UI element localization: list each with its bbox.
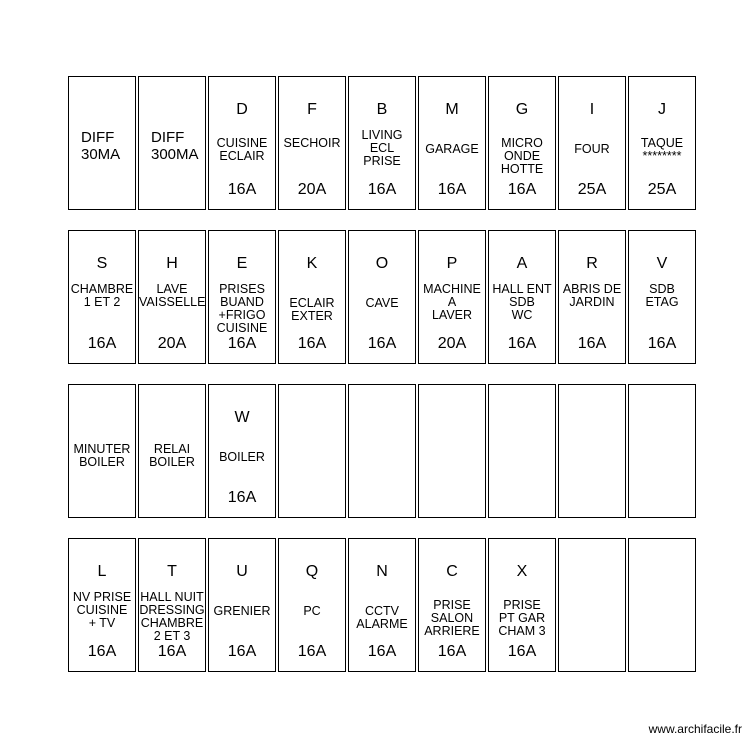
breaker-rating: 16A bbox=[157, 643, 187, 660]
breaker-label: NV PRISE CUISINE + TV bbox=[72, 590, 132, 630]
breaker-row bbox=[68, 538, 696, 672]
breaker-slot bbox=[348, 230, 416, 364]
breaker-slot bbox=[628, 538, 696, 672]
breaker-label: CHAMBRE 1 ET 2 bbox=[70, 282, 134, 309]
breaker-rating: 16A bbox=[507, 335, 537, 352]
breaker-letter: I bbox=[589, 101, 595, 118]
breaker-slot bbox=[348, 538, 416, 672]
breaker-slot bbox=[68, 230, 136, 364]
breaker-slot bbox=[278, 384, 346, 518]
breaker-letter: R bbox=[586, 255, 598, 272]
breaker-slot bbox=[418, 538, 486, 672]
breaker-label: MACHINE A LAVER bbox=[423, 282, 481, 322]
breaker-label: SDB ETAG bbox=[645, 282, 679, 309]
breaker-letter: P bbox=[446, 255, 458, 272]
breaker-rating: 16A bbox=[647, 335, 677, 352]
breaker-label: GARAGE bbox=[425, 142, 479, 156]
breaker-slot bbox=[138, 384, 206, 518]
breaker-slot bbox=[418, 230, 486, 364]
breaker-letter: B bbox=[376, 101, 388, 118]
breaker-label: FOUR bbox=[574, 142, 610, 156]
breaker-letter: M bbox=[445, 101, 459, 118]
breaker-slot bbox=[348, 384, 416, 518]
breaker-label: PRISE SALON ARRIERE bbox=[424, 598, 480, 638]
breaker-slot bbox=[278, 76, 346, 210]
breaker-rating: 20A bbox=[157, 335, 187, 352]
breaker-slot bbox=[68, 384, 136, 518]
breaker-slot bbox=[628, 230, 696, 364]
breaker-row bbox=[68, 230, 696, 364]
breaker-label: RELAI BOILER bbox=[149, 442, 195, 469]
breaker-rating: 25A bbox=[577, 181, 607, 198]
breaker-letter: F bbox=[307, 101, 317, 118]
breaker-rating: 16A bbox=[87, 643, 117, 660]
breaker-label: MINUTER BOILER bbox=[73, 442, 131, 469]
breaker-slot bbox=[348, 76, 416, 210]
breaker-rating: 16A bbox=[227, 335, 257, 352]
breaker-rating: 16A bbox=[297, 643, 327, 660]
breaker-label: PRISE PT GAR CHAM 3 bbox=[498, 598, 546, 638]
breaker-letter: N bbox=[376, 563, 388, 580]
breaker-label: CAVE bbox=[365, 296, 399, 310]
breaker-label: GRENIER bbox=[213, 604, 271, 618]
breaker-slot bbox=[208, 230, 276, 364]
breaker-letter: V bbox=[656, 255, 668, 272]
breaker-rating: 25A bbox=[647, 181, 677, 198]
breaker-label: TAQUE ******** bbox=[640, 136, 684, 163]
breaker-slot bbox=[488, 76, 556, 210]
watermark: www.archifacile.fr bbox=[648, 722, 742, 736]
breaker-letter: C bbox=[446, 563, 458, 580]
breaker-slot bbox=[208, 76, 276, 210]
breaker-label: HALL NUIT DRESSING CHAMBRE 2 ET 3 bbox=[139, 590, 205, 643]
breaker-rating: 20A bbox=[297, 181, 327, 198]
breaker-letter: T bbox=[167, 563, 177, 580]
breaker-letter: G bbox=[515, 101, 529, 118]
breaker-label: LIVING ECL PRISE bbox=[361, 128, 403, 168]
breaker-rating: 16A bbox=[227, 643, 257, 660]
breaker-rating: 16A bbox=[227, 181, 257, 198]
breaker-label: LAVE VAISSELLE bbox=[139, 282, 206, 309]
breaker-row bbox=[68, 76, 696, 210]
breaker-rating: 16A bbox=[577, 335, 607, 352]
breaker-letter: W bbox=[234, 409, 250, 426]
breaker-rating: 16A bbox=[507, 643, 537, 660]
breaker-letter: A bbox=[516, 255, 528, 272]
breaker-label: PC bbox=[303, 604, 321, 618]
breaker-rating: 16A bbox=[507, 181, 537, 198]
breaker-rating: 16A bbox=[367, 643, 397, 660]
breaker-letter: H bbox=[166, 255, 178, 272]
breaker-letter: J bbox=[658, 101, 666, 118]
breaker-slot bbox=[208, 384, 276, 518]
breaker-label: PRISES BUAND +FRIGO CUISINE bbox=[216, 282, 268, 335]
breaker-letter: U bbox=[236, 563, 248, 580]
breaker-letter: X bbox=[516, 563, 528, 580]
breaker-letter: D bbox=[236, 101, 248, 118]
breaker-label: CUISINE ECLAIR bbox=[216, 136, 268, 163]
breaker-slot bbox=[558, 76, 626, 210]
breaker-slot bbox=[208, 538, 276, 672]
breaker-slot bbox=[628, 76, 696, 210]
breaker-label: HALL ENT SDB WC bbox=[492, 282, 552, 322]
breaker-label: MICRO ONDE HOTTE bbox=[500, 136, 544, 176]
breaker-row bbox=[68, 384, 696, 518]
breaker-slot bbox=[558, 538, 626, 672]
breaker-letter: Q bbox=[305, 563, 319, 580]
breaker-slot bbox=[558, 384, 626, 518]
breaker-label: ECLAIR EXTER bbox=[289, 296, 335, 323]
breaker-slot bbox=[628, 384, 696, 518]
breaker-slot bbox=[138, 76, 206, 210]
breaker-letter: E bbox=[236, 255, 248, 272]
breaker-label: SECHOIR bbox=[283, 136, 341, 150]
breaker-rating: 16A bbox=[367, 181, 397, 198]
breaker-slot bbox=[68, 538, 136, 672]
breaker-label: DIFF 300MA bbox=[151, 129, 199, 163]
breaker-label: BOILER bbox=[219, 450, 265, 464]
breaker-rating: 16A bbox=[367, 335, 397, 352]
breaker-slot bbox=[488, 384, 556, 518]
breaker-slot bbox=[138, 538, 206, 672]
breaker-slot bbox=[278, 538, 346, 672]
breaker-letter: S bbox=[96, 255, 108, 272]
breaker-slot bbox=[418, 384, 486, 518]
breaker-slot bbox=[68, 76, 136, 210]
breaker-letter: O bbox=[375, 255, 389, 272]
breaker-slot bbox=[138, 230, 206, 364]
breaker-letter: K bbox=[306, 255, 318, 272]
breaker-rating: 16A bbox=[227, 489, 257, 506]
breaker-rating: 16A bbox=[297, 335, 327, 352]
breaker-slot bbox=[488, 230, 556, 364]
breaker-slot bbox=[278, 230, 346, 364]
breaker-rating: 16A bbox=[87, 335, 117, 352]
breaker-slot bbox=[558, 230, 626, 364]
breaker-rating: 20A bbox=[437, 335, 467, 352]
breaker-slot bbox=[488, 538, 556, 672]
breaker-label: ABRIS DE JARDIN bbox=[562, 282, 622, 309]
breaker-label: CCTV ALARME bbox=[356, 604, 408, 631]
breaker-slot bbox=[418, 76, 486, 210]
breaker-label: DIFF 30MA bbox=[81, 129, 121, 163]
breaker-rating: 16A bbox=[437, 643, 467, 660]
breaker-rating: 16A bbox=[437, 181, 467, 198]
breaker-letter: L bbox=[97, 563, 107, 580]
